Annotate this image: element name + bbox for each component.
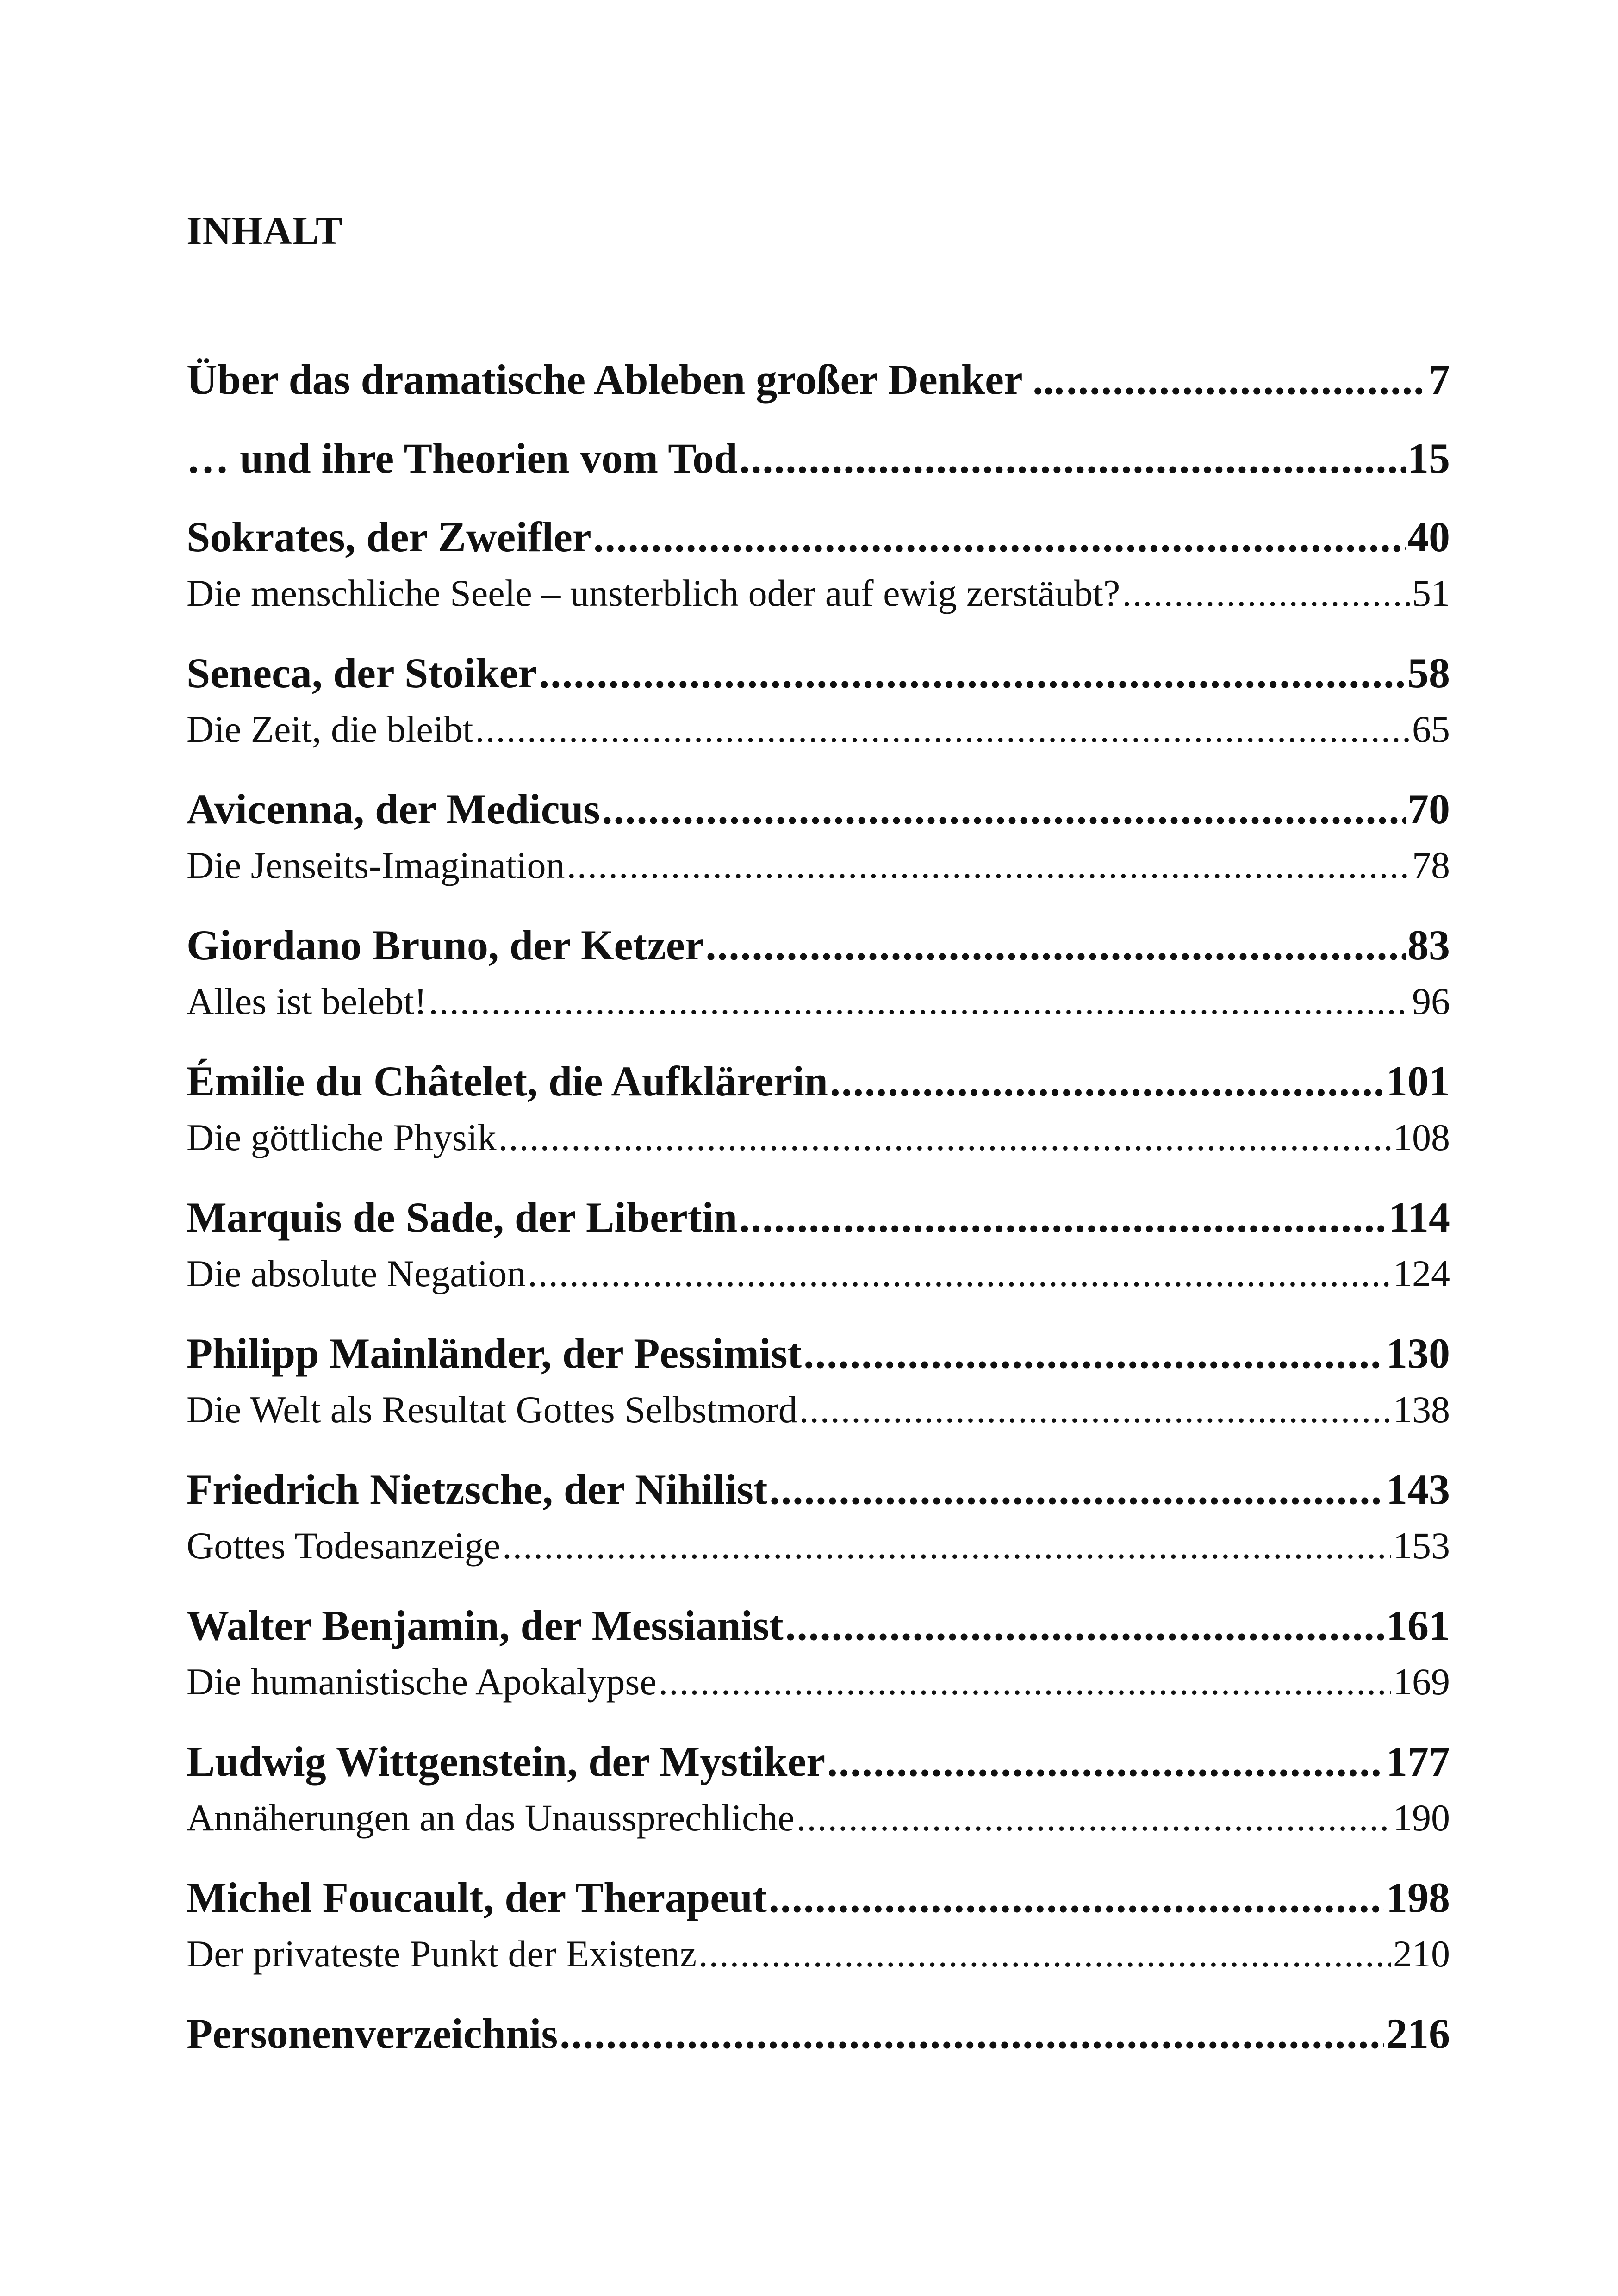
section-page-number: 138 bbox=[1393, 1388, 1450, 1431]
section-row[interactable] bbox=[187, 1792, 1450, 1844]
chapter-page-number: 114 bbox=[1388, 1194, 1450, 1241]
section-page-number: 65 bbox=[1412, 708, 1450, 750]
toc-heading: INHALT bbox=[187, 208, 343, 253]
chapter-row[interactable] bbox=[187, 428, 1450, 488]
section-page-number: 210 bbox=[1393, 1933, 1450, 1975]
section-page-number: 78 bbox=[1412, 844, 1450, 886]
chapter-page-number: 161 bbox=[1386, 1602, 1450, 1649]
chapter-row[interactable] bbox=[187, 1459, 1450, 1519]
section-page-number: 124 bbox=[1393, 1252, 1450, 1294]
chapter-title: Philipp Mainländer, der Pessimist bbox=[187, 1330, 802, 1377]
toc-entry bbox=[187, 507, 1450, 620]
section-row[interactable] bbox=[187, 1383, 1450, 1436]
chapter-title: Avicenna, der Medicus bbox=[187, 785, 600, 833]
chapter-page-number: 101 bbox=[1386, 1058, 1450, 1105]
dot-leader bbox=[502, 1519, 1391, 1572]
chapter-title: Seneca, der Stoiker bbox=[187, 649, 537, 697]
dot-leader bbox=[739, 428, 1406, 488]
section-row[interactable] bbox=[187, 1111, 1450, 1164]
section-row[interactable] bbox=[187, 975, 1450, 1028]
chapter-row[interactable] bbox=[187, 1595, 1450, 1655]
chapter-row[interactable] bbox=[187, 507, 1450, 567]
chapter-title: Ludwig Wittgenstein, der Mystiker bbox=[187, 1738, 826, 1785]
dot-leader bbox=[1066, 349, 1427, 410]
section-title: Die Jenseits-Imagination bbox=[187, 844, 565, 886]
toc-entry bbox=[187, 915, 1450, 1028]
dot-leader bbox=[659, 1655, 1391, 1708]
section-title: Die absolute Negation bbox=[187, 1252, 526, 1294]
section-title: Alles ist belebt! bbox=[187, 980, 427, 1022]
chapter-page-number: 83 bbox=[1407, 921, 1450, 969]
chapter-row[interactable] bbox=[187, 2004, 1450, 2064]
dot-leader bbox=[803, 1323, 1384, 1383]
dot-leader bbox=[560, 2004, 1384, 2064]
chapter-title: Sokrates, der Zweifler bbox=[187, 513, 591, 560]
chapter-page-number: 216 bbox=[1386, 2010, 1450, 2057]
section-page-number: 96 bbox=[1412, 980, 1450, 1022]
toc-entry bbox=[187, 2004, 1450, 2064]
toc-entry bbox=[187, 779, 1450, 892]
dot-leader bbox=[797, 1792, 1391, 1844]
toc-entry bbox=[187, 1323, 1450, 1436]
dot-leader bbox=[567, 839, 1410, 892]
dot-leader bbox=[602, 779, 1406, 839]
chapter-row[interactable] bbox=[187, 1187, 1450, 1247]
dot-leader bbox=[593, 507, 1406, 567]
section-title: Gottes Todesanzeige bbox=[187, 1524, 501, 1567]
chapter-title: Walter Benjamin, der Messianist bbox=[187, 1602, 784, 1649]
section-title: Annäherungen an das Unaussprechliche bbox=[187, 1797, 795, 1839]
toc-entry bbox=[187, 1731, 1450, 1844]
chapter-title: … und ihre Theorien vom Tod bbox=[187, 435, 738, 482]
dot-leader bbox=[830, 1051, 1384, 1111]
section-page-number: 190 bbox=[1393, 1797, 1450, 1839]
toc-entry bbox=[187, 349, 1450, 410]
section-page-number: 51 bbox=[1412, 572, 1450, 614]
dot-leader bbox=[706, 915, 1406, 975]
section-title: Die Zeit, die bleibt bbox=[187, 708, 473, 750]
toc-entry bbox=[187, 428, 1450, 488]
toc-entry bbox=[187, 1187, 1450, 1300]
chapter-row[interactable] bbox=[187, 779, 1450, 839]
chapter-row[interactable] bbox=[187, 643, 1450, 703]
section-title: Die humanistische Apokalypse bbox=[187, 1661, 657, 1703]
chapter-row[interactable] bbox=[187, 1323, 1450, 1383]
dot-leader bbox=[769, 1867, 1384, 1928]
section-row[interactable] bbox=[187, 1247, 1450, 1300]
chapter-title: Marquis de Sade, der Libertin bbox=[187, 1194, 738, 1241]
chapter-page-number: 58 bbox=[1407, 649, 1450, 697]
section-page-number: 108 bbox=[1393, 1116, 1450, 1158]
section-title: Die menschliche Seele – unsterblich oder auf ewig zerstäubt? bbox=[187, 572, 1120, 614]
dot-leader bbox=[769, 1459, 1384, 1519]
chapter-page-number: 177 bbox=[1386, 1738, 1450, 1785]
dot-leader bbox=[498, 1111, 1391, 1164]
section-title: Die göttliche Physik bbox=[187, 1116, 497, 1158]
section-row[interactable] bbox=[187, 1928, 1450, 1980]
section-title: Der privateste Punkt der Existenz bbox=[187, 1933, 697, 1975]
chapter-row[interactable] bbox=[187, 915, 1450, 975]
toc-entry bbox=[187, 1595, 1450, 1708]
dot-leader bbox=[698, 1928, 1391, 1980]
chapter-page-number: 143 bbox=[1386, 1466, 1450, 1513]
section-row[interactable] bbox=[187, 703, 1450, 756]
chapter-title: Michel Foucault, der Therapeut bbox=[187, 1874, 767, 1921]
table-of-contents bbox=[187, 349, 1450, 2082]
toc-entry bbox=[187, 1051, 1450, 1164]
section-page-number: 153 bbox=[1393, 1524, 1450, 1567]
chapter-title: Friedrich Nietzsche, der Nihilist bbox=[187, 1466, 768, 1513]
chapter-title: Personenverzeichnis bbox=[187, 2010, 558, 2057]
section-title: Die Welt als Resultat Gottes Selbstmord bbox=[187, 1388, 797, 1431]
dot-leader bbox=[1122, 567, 1410, 620]
chapter-row[interactable] bbox=[187, 1867, 1450, 1928]
toc-entry bbox=[187, 1459, 1450, 1572]
chapter-page-number: 198 bbox=[1386, 1874, 1450, 1921]
section-row[interactable] bbox=[187, 839, 1450, 892]
chapter-page-number: 7 bbox=[1429, 356, 1450, 403]
section-page-number: 169 bbox=[1393, 1661, 1450, 1703]
dot-leader bbox=[539, 643, 1406, 703]
toc-entry bbox=[187, 643, 1450, 756]
chapter-page-number: 130 bbox=[1386, 1330, 1450, 1377]
dot-leader bbox=[827, 1731, 1384, 1792]
toc-entry bbox=[187, 1867, 1450, 1980]
chapter-title: Über das dramatische Ableben großer Denker ... bbox=[187, 356, 1065, 403]
chapter-title: Émilie du Châtelet, die Aufklärerin bbox=[187, 1058, 828, 1105]
chapter-row[interactable] bbox=[187, 1051, 1450, 1111]
section-row[interactable] bbox=[187, 567, 1450, 620]
section-row[interactable] bbox=[187, 1519, 1450, 1572]
dot-leader bbox=[799, 1383, 1391, 1436]
chapter-row[interactable] bbox=[187, 1731, 1450, 1792]
dot-leader bbox=[429, 975, 1410, 1028]
chapter-row[interactable] bbox=[187, 349, 1450, 410]
section-row[interactable] bbox=[187, 1655, 1450, 1708]
chapter-page-number: 70 bbox=[1407, 785, 1450, 833]
chapter-title: Giordano Bruno, der Ketzer bbox=[187, 921, 704, 969]
chapter-page-number: 40 bbox=[1407, 513, 1450, 560]
dot-leader bbox=[785, 1595, 1384, 1655]
dot-leader bbox=[739, 1187, 1387, 1247]
dot-leader bbox=[475, 703, 1410, 756]
dot-leader bbox=[528, 1247, 1391, 1300]
chapter-page-number: 15 bbox=[1407, 435, 1450, 482]
